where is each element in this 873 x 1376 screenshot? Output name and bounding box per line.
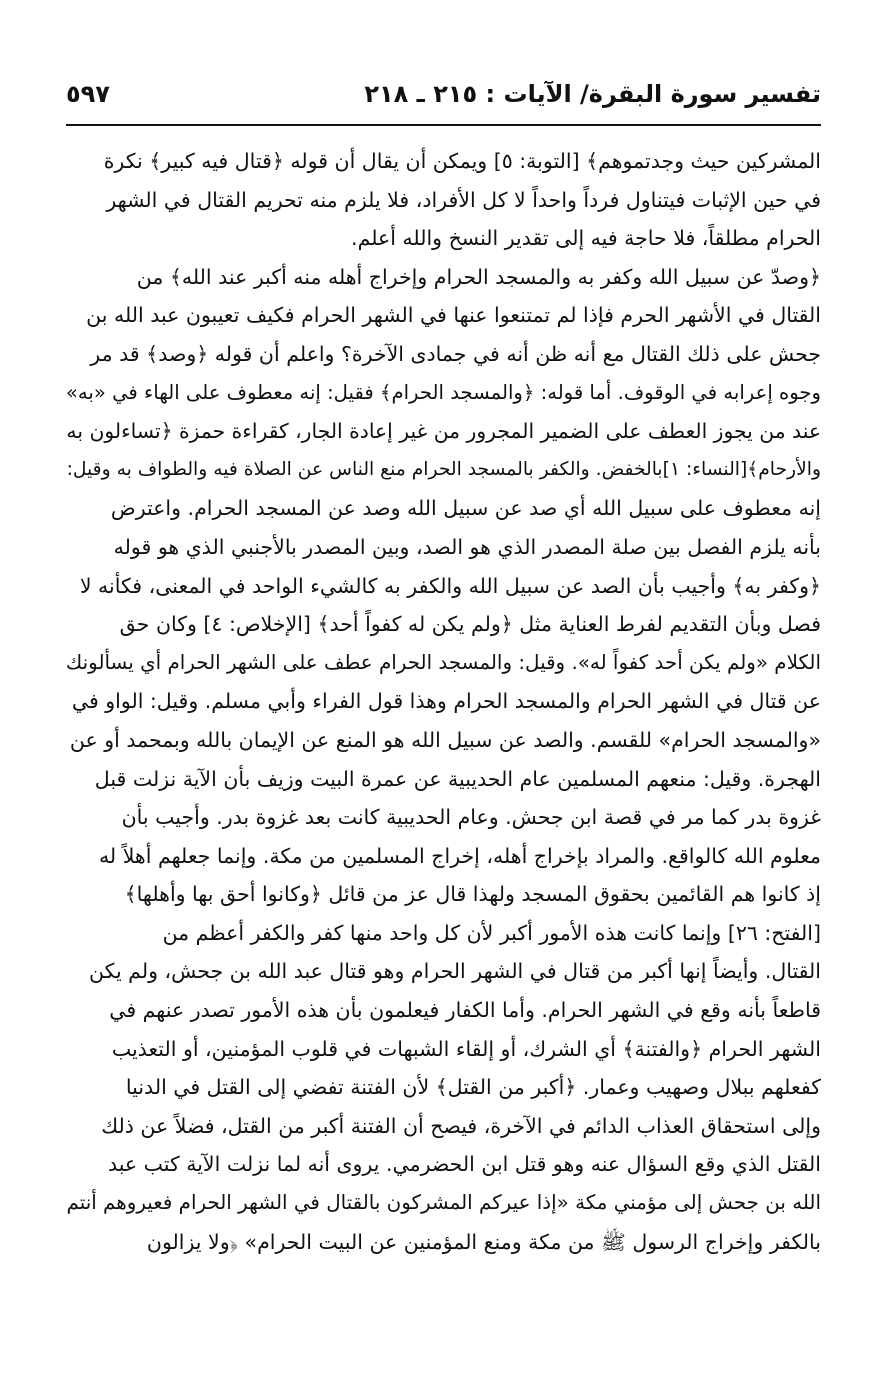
running-head: تفسير سورة البقرة/ الآيات : ٢١٥ ـ ٢١٨ xyxy=(364,80,821,108)
text-line: القتل الذي وقع السؤال عنه وهو قتل ابن الحضرمي. يروى أنه لما نزلت الآية كتب عبد xyxy=(107,1152,821,1177)
text-line: الشهر الحرام ﴿والفتنة﴾ أي الشرك، أو إلقاء الشبهات في قلوب المؤمنين، أو التعذيب xyxy=(111,1036,821,1061)
text-line: في حين الإثبات فيتناول فرداً واحداً لا كل الأفراد، فلا يلزم منه تحريم القتال في الشهر xyxy=(106,187,821,212)
text-line: كفعلهم ببلال وصهيب وعمار. ﴿أكبر من القتل﴾ لأن الفتنة تفضي إلى القتل في الدنيا xyxy=(125,1075,821,1100)
text-line: المشركين حيث وجدتموهم﴾ [التوبة: ٥] ويمكن أن يقال أن قوله ﴿قتال فيه كبير﴾ نكرة xyxy=(103,149,821,173)
text-line: جحش على ذلك القتال مع أنه ظن أنه في جمادى الآخرة؟ واعلم أن قوله ﴿وصد﴾ قد مر xyxy=(90,341,821,366)
text-line: الهجرة. وقيل: منعهم المسلمين عام الحديبية عن عمرة البيت وزيف بأن الآية نزلت قبل xyxy=(94,766,821,791)
text-line: «والمسجد الحرام» للقسم. والصد عن سبيل الله هو المنع عن الإيمان بالله وبمحمد أو عن xyxy=(69,727,821,752)
text-line: معلوم الله كالواقع. والمراد بإخراج أهله، إخراج المسلمين من مكة. وإنما جعلهم أهلاً له xyxy=(98,843,821,868)
text-line: إنه معطوف على سبيل الله أي صد عن سبيل الله وصد عن المسجد الحرام. واعترض xyxy=(110,496,821,521)
text-line: القتال. وأيضاً إنها أكبر من قتال في الشهر الحرام وهو قتال عبد الله بن جحش، ولم يكن xyxy=(89,959,821,984)
page-number: ٥٩٧ xyxy=(66,80,110,108)
text-line: عن قتال في الشهر الحرام والمسجد الحرام وهذا قول الفراء وأبي مسلم. وقيل: الواو في xyxy=(71,689,821,714)
text-line: الحرام مطلقاً، فلا حاجة فيه إلى تقدير النسخ والله أعلم. xyxy=(351,226,821,251)
text-line: الكلام «ولم يكن أحد كفواً له». وقيل: والمسجد الحرام عطف على الشهر الحرام أي يسألونك xyxy=(66,650,821,674)
text-line: وإلى استحقاق العذاب الدائم في الآخرة، فيصح أن الفتنة أكبر من القتل، فضلاً عن ذلك xyxy=(101,1113,821,1138)
page-header xyxy=(66,78,821,118)
header-rule xyxy=(66,124,821,126)
body-text xyxy=(66,142,821,1261)
text-line: القتال في الأشهر الحرم فإذا لم تمتنعوا عنها في الشهر الحرام فكيف تعيبون عبد الله بن xyxy=(86,303,821,328)
text-line: قاطعاً بأنه وقع في الشهر الحرام. وأما الكفار فيعلمون بأن هذه الأمور تصدر عنهم في xyxy=(109,998,821,1023)
text-line: الله بن جحش إلى مؤمني مكة «إذا عيركم المشركون بالقتال في الشهر الحرام فعيروهم أنتم xyxy=(66,1191,821,1215)
text-line: بأنه يلزم الفصل بين صلة المصدر الذي هو الصد، وبين المصدر بالأجنبي الذي هو قوله xyxy=(113,534,821,559)
text-line: ﴿وصدّ عن سبيل الله وكفر به والمسجد الحرام وإخراج أهله منه أكبر عند الله﴾ من xyxy=(136,264,821,289)
text-line: عند من يجوز العطف على الضمير المجرور من غير إعادة الجار، كقراءة حمزة ﴿تساءلون به xyxy=(66,419,821,444)
text-line: والأرحام﴾[النساء: ١]بالخفض. والكفر بالمسجد الحرام منع الناس عن الصلاة فيه والطواف به وقيل: xyxy=(66,458,821,480)
text-line: ﴿وكفر به﴾ وأجيب بأن الصد عن سبيل الله والكفر به كالشيء الواحد في المعنى، فكأنه لا xyxy=(79,573,821,598)
text-line: بالكفر وإخراج الرسول ﷺ من مكة ومنع المؤمنين عن البيت الحرام» ﴿ولا يزالون xyxy=(146,1229,821,1254)
text-line: إذ كانوا هم القائمين بحقوق المسجد ولهذا قال عز من قائل ﴿وكانوا أحق بها وأهلها﴾ xyxy=(124,882,821,907)
text-line: غزوة بدر كما مر في قصة ابن جحش. وعام الحديبية كانت بعد غزوة بدر. وأجيب بأن xyxy=(121,805,821,830)
text-line: فصل وبأن التقديم لفرط العناية مثل ﴿ولم يكن له كفواً أحد﴾ [الإخلاص: ٤] وكان حق xyxy=(119,612,821,637)
text-line: [الفتح: ٢٦] وإنما كانت هذه الأمور أكبر لأن كل واحد منها كفر والكفر أعظم من xyxy=(162,920,821,945)
text-line: وجوه إعرابه في الوقوف. أما قوله: ﴿والمسجد الحرام﴾ فقيل: إنه معطوف على الهاء في «به» xyxy=(66,380,821,404)
